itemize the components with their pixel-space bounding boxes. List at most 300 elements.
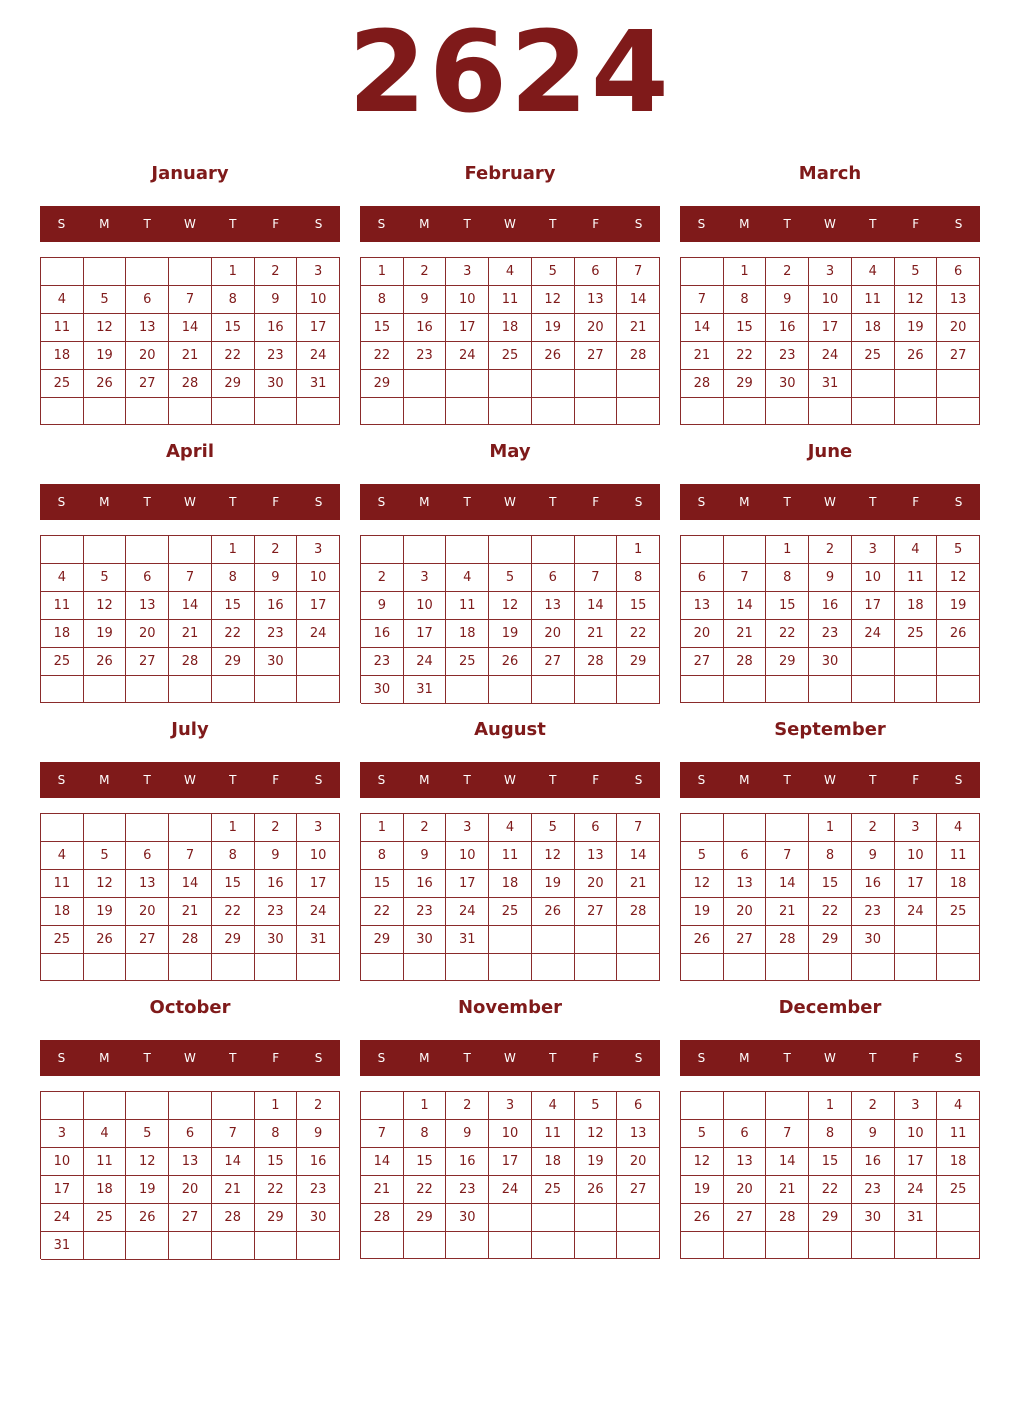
empty-day-cell xyxy=(852,954,895,981)
weekday-label: W xyxy=(824,773,836,787)
day-cell: 17 xyxy=(446,870,489,898)
empty-day-cell xyxy=(446,536,489,564)
day-grid xyxy=(680,257,980,425)
day-cell: 26 xyxy=(489,648,532,676)
empty-day-cell xyxy=(41,676,84,703)
day-cell: 1 xyxy=(617,536,660,564)
day-cell: 4 xyxy=(446,564,489,592)
day-cell: 10 xyxy=(297,564,340,592)
weekday-header xyxy=(360,762,660,798)
day-cell: 13 xyxy=(575,842,618,870)
day-cell: 8 xyxy=(724,286,767,314)
empty-day-cell xyxy=(169,258,212,286)
day-cell: 18 xyxy=(446,620,489,648)
day-cell: 3 xyxy=(297,814,340,842)
day-cell: 31 xyxy=(809,370,852,398)
day-cell: 19 xyxy=(681,1176,724,1204)
day-cell: 21 xyxy=(724,620,767,648)
day-cell: 13 xyxy=(126,314,169,342)
month-february xyxy=(360,162,660,432)
day-cell: 13 xyxy=(575,286,618,314)
day-cell: 10 xyxy=(41,1148,84,1176)
day-cell: 9 xyxy=(255,842,298,870)
weekday-label: W xyxy=(824,495,836,509)
day-cell: 24 xyxy=(895,898,938,926)
day-cell: 3 xyxy=(446,814,489,842)
empty-day-cell xyxy=(297,676,340,703)
empty-day-cell xyxy=(255,676,298,703)
day-cell: 18 xyxy=(489,314,532,342)
day-cell: 9 xyxy=(404,286,447,314)
weekday-label: T xyxy=(463,495,471,509)
empty-day-cell xyxy=(937,1204,980,1232)
empty-day-cell xyxy=(489,398,532,425)
day-cell: 15 xyxy=(809,870,852,898)
empty-day-cell xyxy=(297,954,340,981)
day-cell: 28 xyxy=(169,926,212,954)
day-cell: 16 xyxy=(446,1148,489,1176)
empty-day-cell xyxy=(681,258,724,286)
day-cell: 16 xyxy=(255,592,298,620)
empty-day-cell xyxy=(724,536,767,564)
empty-day-cell xyxy=(84,1232,127,1260)
day-cell: 27 xyxy=(575,342,618,370)
empty-day-cell xyxy=(617,398,660,425)
empty-day-cell xyxy=(532,926,575,954)
day-cell: 7 xyxy=(169,842,212,870)
empty-day-cell xyxy=(404,1232,447,1259)
weekday-label: F xyxy=(592,1051,600,1065)
weekday-header xyxy=(680,1040,980,1076)
weekday-label: S xyxy=(634,1051,643,1065)
day-cell: 20 xyxy=(126,898,169,926)
weekday-header xyxy=(360,1040,660,1076)
empty-day-cell xyxy=(895,926,938,954)
day-cell: 27 xyxy=(575,898,618,926)
weekday-label: F xyxy=(912,773,920,787)
month-july xyxy=(40,718,340,988)
day-cell: 14 xyxy=(617,842,660,870)
empty-day-cell xyxy=(617,954,660,981)
day-cell: 11 xyxy=(84,1148,127,1176)
day-cell: 21 xyxy=(361,1176,404,1204)
day-cell: 25 xyxy=(937,898,980,926)
month-name: June xyxy=(807,441,853,462)
weekday-label: M xyxy=(739,217,750,231)
day-cell: 9 xyxy=(446,1120,489,1148)
day-cell: 27 xyxy=(169,1204,212,1232)
empty-day-cell xyxy=(724,398,767,425)
month-june xyxy=(680,440,980,710)
empty-day-cell xyxy=(212,398,255,425)
weekday-header xyxy=(40,206,340,242)
day-cell: 30 xyxy=(255,648,298,676)
day-cell: 16 xyxy=(361,620,404,648)
weekday-label: T xyxy=(783,217,791,231)
day-cell: 7 xyxy=(169,286,212,314)
day-cell: 8 xyxy=(766,564,809,592)
day-cell: 6 xyxy=(724,1120,767,1148)
day-cell: 28 xyxy=(169,370,212,398)
day-cell: 3 xyxy=(41,1120,84,1148)
empty-day-cell xyxy=(681,1092,724,1120)
day-cell: 21 xyxy=(766,898,809,926)
weekday-label: F xyxy=(272,217,280,231)
day-cell: 20 xyxy=(169,1176,212,1204)
weekday-label: M xyxy=(419,773,430,787)
empty-day-cell xyxy=(297,398,340,425)
month-october xyxy=(40,996,340,1266)
day-cell: 16 xyxy=(255,870,298,898)
empty-day-cell xyxy=(681,676,724,703)
day-cell: 1 xyxy=(361,814,404,842)
day-cell: 18 xyxy=(937,1148,980,1176)
day-cell: 20 xyxy=(575,870,618,898)
day-cell: 19 xyxy=(681,898,724,926)
day-cell: 7 xyxy=(617,814,660,842)
empty-day-cell xyxy=(617,926,660,954)
empty-day-cell xyxy=(809,954,852,981)
day-cell: 9 xyxy=(766,286,809,314)
day-cell: 6 xyxy=(681,564,724,592)
day-cell: 5 xyxy=(84,842,127,870)
day-cell: 20 xyxy=(617,1148,660,1176)
empty-day-cell xyxy=(937,398,980,425)
day-grid xyxy=(40,535,340,703)
day-cell: 23 xyxy=(404,898,447,926)
day-cell: 15 xyxy=(255,1148,298,1176)
empty-day-cell xyxy=(532,676,575,704)
empty-day-cell xyxy=(724,954,767,981)
empty-day-cell xyxy=(809,1232,852,1259)
weekday-label: T xyxy=(143,1051,151,1065)
empty-day-cell xyxy=(532,1204,575,1232)
day-cell: 21 xyxy=(617,870,660,898)
day-cell: 13 xyxy=(126,592,169,620)
day-cell: 8 xyxy=(617,564,660,592)
day-cell: 28 xyxy=(575,648,618,676)
day-cell: 22 xyxy=(404,1176,447,1204)
empty-day-cell xyxy=(766,1092,809,1120)
empty-day-cell xyxy=(895,398,938,425)
day-cell: 29 xyxy=(255,1204,298,1232)
day-cell: 4 xyxy=(41,842,84,870)
weekday-header xyxy=(40,484,340,520)
day-cell: 28 xyxy=(361,1204,404,1232)
weekday-label: M xyxy=(419,217,430,231)
day-cell: 9 xyxy=(852,1120,895,1148)
day-cell: 9 xyxy=(809,564,852,592)
month-january xyxy=(40,162,340,432)
weekday-label: S xyxy=(57,773,66,787)
day-cell: 3 xyxy=(895,1092,938,1120)
weekday-label: W xyxy=(504,217,516,231)
month-name: August xyxy=(474,719,546,740)
month-name: April xyxy=(165,441,215,462)
day-cell: 29 xyxy=(809,926,852,954)
day-cell: 13 xyxy=(937,286,980,314)
day-cell: 4 xyxy=(937,1092,980,1120)
day-cell: 10 xyxy=(895,1120,938,1148)
empty-day-cell xyxy=(126,398,169,425)
empty-day-cell xyxy=(937,648,980,676)
day-cell: 28 xyxy=(724,648,767,676)
day-cell: 24 xyxy=(446,898,489,926)
empty-day-cell xyxy=(169,814,212,842)
day-cell: 12 xyxy=(532,286,575,314)
day-cell: 2 xyxy=(809,536,852,564)
day-cell: 28 xyxy=(766,926,809,954)
day-cell: 2 xyxy=(852,814,895,842)
day-cell: 29 xyxy=(361,926,404,954)
day-cell: 13 xyxy=(724,870,767,898)
day-cell: 26 xyxy=(681,1204,724,1232)
empty-day-cell xyxy=(895,370,938,398)
day-cell: 13 xyxy=(617,1120,660,1148)
day-cell: 12 xyxy=(489,592,532,620)
month-name: March xyxy=(798,163,862,184)
day-cell: 14 xyxy=(766,870,809,898)
day-cell: 27 xyxy=(126,926,169,954)
empty-day-cell xyxy=(852,648,895,676)
day-cell: 15 xyxy=(212,592,255,620)
empty-day-cell xyxy=(126,1092,169,1120)
day-cell: 2 xyxy=(255,536,298,564)
weekday-label: S xyxy=(57,1051,66,1065)
day-cell: 16 xyxy=(404,314,447,342)
day-cell: 16 xyxy=(404,870,447,898)
day-cell: 18 xyxy=(84,1176,127,1204)
day-cell: 26 xyxy=(84,926,127,954)
day-cell: 14 xyxy=(212,1148,255,1176)
weekday-header xyxy=(40,1040,340,1076)
empty-day-cell xyxy=(532,954,575,981)
weekday-label: S xyxy=(377,495,386,509)
weekday-label: S xyxy=(697,495,706,509)
day-cell: 1 xyxy=(404,1092,447,1120)
day-cell: 10 xyxy=(852,564,895,592)
year-title: 2624 xyxy=(348,8,672,138)
day-cell: 28 xyxy=(212,1204,255,1232)
empty-day-cell xyxy=(212,676,255,703)
day-cell: 23 xyxy=(255,898,298,926)
weekday-label: S xyxy=(697,217,706,231)
day-cell: 15 xyxy=(361,870,404,898)
day-cell: 21 xyxy=(169,620,212,648)
day-grid xyxy=(40,257,340,425)
empty-day-cell xyxy=(852,676,895,703)
day-cell: 21 xyxy=(681,342,724,370)
empty-day-cell xyxy=(617,370,660,398)
weekday-label: T xyxy=(143,773,151,787)
weekday-label: S xyxy=(634,773,643,787)
empty-day-cell xyxy=(724,1092,767,1120)
weekday-label: T xyxy=(463,773,471,787)
day-cell: 15 xyxy=(617,592,660,620)
weekday-label: T xyxy=(869,495,877,509)
weekday-label: W xyxy=(504,773,516,787)
day-grid xyxy=(680,813,980,981)
weekday-label: S xyxy=(314,1051,323,1065)
day-cell: 21 xyxy=(617,314,660,342)
weekday-label: T xyxy=(549,217,557,231)
empty-day-cell xyxy=(212,954,255,981)
day-cell: 1 xyxy=(212,814,255,842)
day-grid xyxy=(40,813,340,981)
day-cell: 26 xyxy=(575,1176,618,1204)
day-cell: 6 xyxy=(617,1092,660,1120)
empty-day-cell xyxy=(724,814,767,842)
day-cell: 1 xyxy=(809,1092,852,1120)
empty-day-cell xyxy=(895,954,938,981)
weekday-label: M xyxy=(419,1051,430,1065)
day-cell: 13 xyxy=(126,870,169,898)
day-cell: 1 xyxy=(724,258,767,286)
weekday-label: F xyxy=(592,495,600,509)
empty-day-cell xyxy=(446,954,489,981)
day-cell: 7 xyxy=(766,1120,809,1148)
day-cell: 8 xyxy=(255,1120,298,1148)
empty-day-cell xyxy=(84,1092,127,1120)
day-cell: 7 xyxy=(212,1120,255,1148)
day-cell: 14 xyxy=(681,314,724,342)
day-cell: 23 xyxy=(255,342,298,370)
day-cell: 30 xyxy=(446,1204,489,1232)
day-cell: 18 xyxy=(852,314,895,342)
day-cell: 20 xyxy=(681,620,724,648)
day-cell: 7 xyxy=(169,564,212,592)
weekday-label: S xyxy=(954,773,963,787)
weekday-label: M xyxy=(99,217,110,231)
day-cell: 22 xyxy=(361,342,404,370)
day-cell: 16 xyxy=(766,314,809,342)
day-cell: 26 xyxy=(532,898,575,926)
empty-day-cell xyxy=(84,258,127,286)
weekday-label: T xyxy=(783,773,791,787)
empty-day-cell xyxy=(809,398,852,425)
day-cell: 24 xyxy=(297,342,340,370)
day-cell: 18 xyxy=(895,592,938,620)
weekday-label: T xyxy=(549,773,557,787)
day-cell: 6 xyxy=(126,564,169,592)
weekday-label: S xyxy=(954,1051,963,1065)
day-cell: 24 xyxy=(809,342,852,370)
month-november xyxy=(360,996,660,1266)
day-cell: 11 xyxy=(489,286,532,314)
day-cell: 3 xyxy=(895,814,938,842)
day-cell: 19 xyxy=(126,1176,169,1204)
empty-day-cell xyxy=(489,1232,532,1259)
empty-day-cell xyxy=(575,398,618,425)
weekday-label: M xyxy=(99,495,110,509)
day-cell: 6 xyxy=(169,1120,212,1148)
day-cell: 25 xyxy=(41,370,84,398)
day-cell: 29 xyxy=(212,370,255,398)
day-cell: 10 xyxy=(895,842,938,870)
empty-day-cell xyxy=(41,398,84,425)
empty-day-cell xyxy=(297,648,340,676)
empty-day-cell xyxy=(169,536,212,564)
day-cell: 6 xyxy=(532,564,575,592)
day-cell: 26 xyxy=(126,1204,169,1232)
day-cell: 23 xyxy=(255,620,298,648)
weekday-header xyxy=(360,484,660,520)
day-cell: 6 xyxy=(126,286,169,314)
day-cell: 5 xyxy=(84,286,127,314)
empty-day-cell xyxy=(84,536,127,564)
weekday-header xyxy=(680,762,980,798)
weekday-label: M xyxy=(99,773,110,787)
empty-day-cell xyxy=(532,536,575,564)
day-cell: 17 xyxy=(446,314,489,342)
weekday-header xyxy=(360,206,660,242)
day-cell: 5 xyxy=(532,258,575,286)
weekday-label: M xyxy=(99,1051,110,1065)
day-cell: 5 xyxy=(84,564,127,592)
day-cell: 4 xyxy=(489,814,532,842)
weekday-label: F xyxy=(272,495,280,509)
day-cell: 3 xyxy=(446,258,489,286)
day-cell: 5 xyxy=(532,814,575,842)
day-cell: 11 xyxy=(489,842,532,870)
empty-day-cell xyxy=(937,926,980,954)
day-cell: 31 xyxy=(41,1232,84,1260)
day-grid xyxy=(360,813,660,981)
day-cell: 23 xyxy=(297,1176,340,1204)
day-cell: 28 xyxy=(169,648,212,676)
day-cell: 18 xyxy=(41,898,84,926)
day-cell: 11 xyxy=(41,314,84,342)
weekday-label: F xyxy=(272,1051,280,1065)
day-cell: 27 xyxy=(681,648,724,676)
empty-day-cell xyxy=(489,370,532,398)
weekday-header xyxy=(680,484,980,520)
day-cell: 8 xyxy=(212,286,255,314)
empty-day-cell xyxy=(489,1204,532,1232)
day-cell: 12 xyxy=(84,314,127,342)
weekday-label: T xyxy=(783,1051,791,1065)
weekday-label: S xyxy=(377,773,386,787)
day-cell: 1 xyxy=(361,258,404,286)
day-cell: 1 xyxy=(255,1092,298,1120)
day-cell: 15 xyxy=(212,314,255,342)
empty-day-cell xyxy=(937,370,980,398)
day-cell: 20 xyxy=(937,314,980,342)
day-cell: 25 xyxy=(41,648,84,676)
day-cell: 4 xyxy=(937,814,980,842)
day-cell: 27 xyxy=(532,648,575,676)
weekday-label: T xyxy=(549,495,557,509)
day-cell: 21 xyxy=(575,620,618,648)
day-cell: 30 xyxy=(852,1204,895,1232)
day-cell: 3 xyxy=(489,1092,532,1120)
empty-day-cell xyxy=(724,1232,767,1259)
weekday-label: W xyxy=(184,1051,196,1065)
empty-day-cell xyxy=(361,954,404,981)
day-cell: 1 xyxy=(212,258,255,286)
day-cell: 15 xyxy=(212,870,255,898)
empty-day-cell xyxy=(766,814,809,842)
day-cell: 9 xyxy=(255,564,298,592)
day-cell: 12 xyxy=(532,842,575,870)
day-cell: 24 xyxy=(852,620,895,648)
day-cell: 31 xyxy=(404,676,447,704)
empty-day-cell xyxy=(681,954,724,981)
day-cell: 5 xyxy=(895,258,938,286)
day-cell: 26 xyxy=(895,342,938,370)
weekday-label: F xyxy=(912,217,920,231)
empty-day-cell xyxy=(126,676,169,703)
